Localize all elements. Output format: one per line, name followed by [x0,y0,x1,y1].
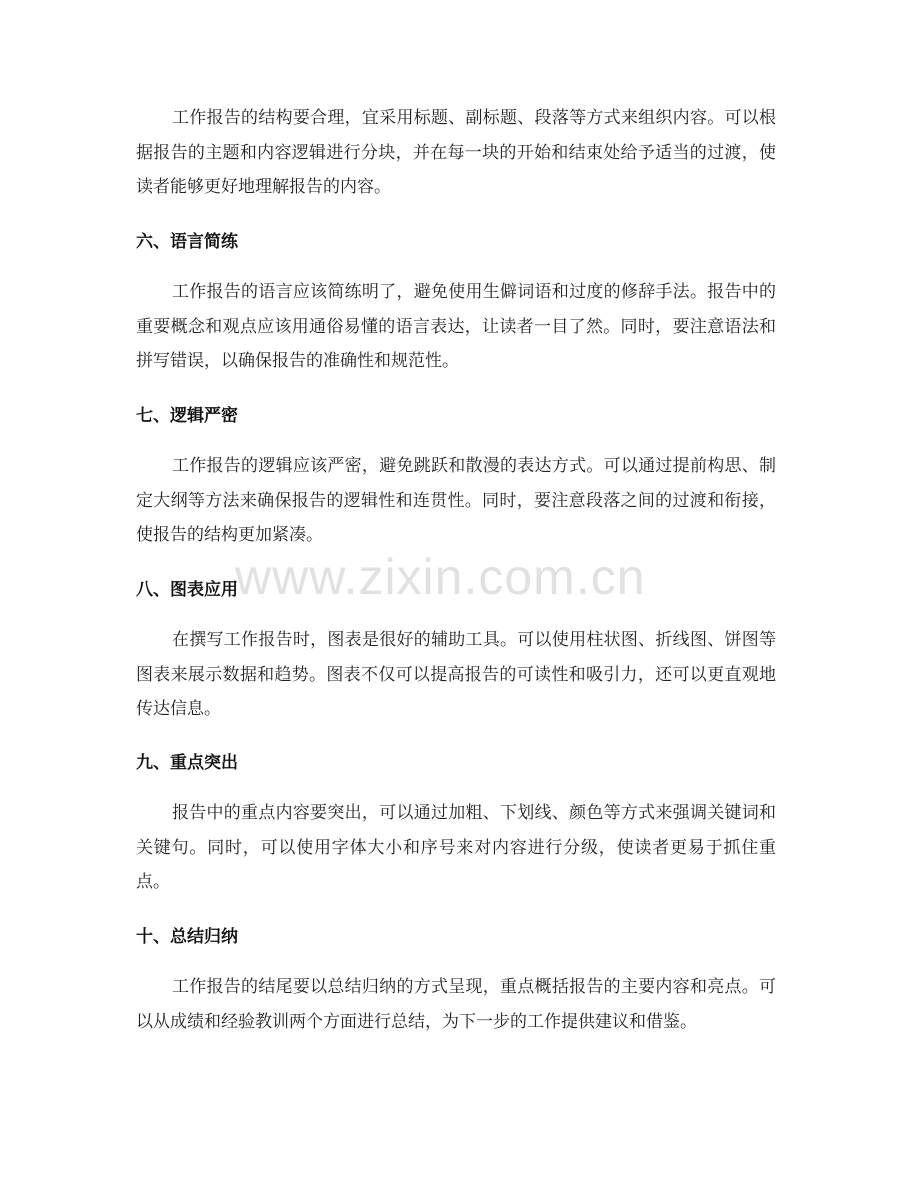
section-6-heading: 六、语言简练 [136,232,238,252]
section-9-paragraph: 报告中的重点内容要突出，可以通过加粗、下划线、颜色等方式来强调关键词和关键句。同时，可以使用字体大小和序号来对内容进行分级，使读者更易于抓住重点。 [136,803,776,892]
watermark: www.zixin.com.cn [235,549,646,605]
section-6-paragraph: 工作报告的语言应该简练明了，避免使用生僻词语和过度的修辞手法。报告中的重要概念和观点应该用通俗易懂的语言表达，让读者一目了然。同时，要注意语法和拼写错误，以确保报告的准确性和规范性。 [136,282,776,371]
section-9-heading: 九、重点突出 [136,753,238,773]
section-7-heading: 七、逻辑严密 [136,406,238,426]
section-10-heading: 十、总结归纳 [136,927,238,947]
section-8-heading: 八、图表应用 [136,580,238,600]
section-10-paragraph: 工作报告的结尾要以总结归纳的方式呈现，重点概括报告的主要内容和亮点。可以从成绩和经验教训两个方面进行总结，为下一步的工作提供建议和借鉴。 [136,977,776,1032]
section-7-paragraph: 工作报告的逻辑应该严密，避免跳跃和散漫的表达方式。可以通过提前构思、制定大纲等方法来确保报告的逻辑性和连贯性。同时，要注意段落之间的过渡和衔接，使报告的结构更加紧凑。 [136,456,776,545]
section-8-paragraph: 在撰写工作报告时，图表是很好的辅助工具。可以使用柱状图、折线图、饼图等图表来展示数据和趋势。图表不仅可以提高报告的可读性和吸引力，还可以更直观地传达信息。 [136,630,776,719]
intro-paragraph: 工作报告的结构要合理，宜采用标题、副标题、段落等方式来组织内容。可以根据报告的主题和内容逻辑进行分块，并在每一块的开始和结束处给予适当的过渡，使读者能够更好地理解报告的内容。 [136,108,776,197]
